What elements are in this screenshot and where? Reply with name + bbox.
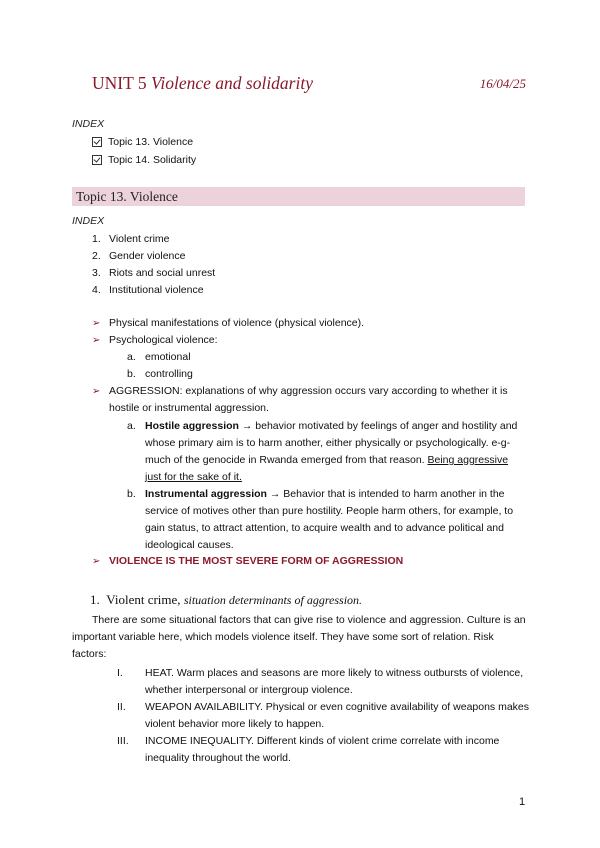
hostile-aggression-term: Hostile aggression <box>145 420 239 432</box>
index-item-label: Topic 14. Solidarity <box>108 154 197 166</box>
instrumental-aggression-term: Instrumental aggression <box>145 488 267 500</box>
topic-index-item: 1. Violent crime <box>92 233 170 245</box>
bullet-aggression: AGGRESSION: explanations of why aggression occurs vary according to whether it is hostile or instrumental aggression. <box>109 385 508 414</box>
checkbox-checked-icon <box>92 155 102 165</box>
bullet-violence-statement: ➢ VIOLENCE IS THE MOST SEVERE FORM OF AGGRESSION <box>92 553 403 570</box>
arrow-bullet-icon: ➢ <box>92 335 101 346</box>
index-label: INDEX <box>72 118 105 130</box>
section-heading-violent-crime: 1. Violent crime, situation determinants of aggression. <box>90 592 363 607</box>
hostile-aggression-item: a. Hostile aggression → behavior motivated by feelings of anger and hostility and whose primary aim is to harm another, either physically or psychologically. e-g- much of the genocide in Rwanda emerged from that reason. Being aggressive just for the sake of it. <box>127 420 518 483</box>
index-item-topic-14 <box>92 154 196 166</box>
page-number: 1 <box>519 796 526 808</box>
section-paragraph: There are some situational factors that can give rise to violence and aggression. Culture is an important variable here, which models violence itself. They have some sort of relation. Risk factors: <box>72 614 526 660</box>
arrow-bullet-icon: ➢ <box>92 556 101 567</box>
unit-label: UNIT 5 <box>92 73 147 93</box>
topic-index-item: 3. Riots and social unrest <box>92 267 216 279</box>
psych-item: b. controlling <box>127 368 193 380</box>
bullet-psychological: ➢ Psychological violence: <box>92 332 218 349</box>
topic-index-item: 2. Gender violence <box>92 250 186 262</box>
index-item-label: Topic 13. Violence <box>108 136 194 148</box>
unit-title <box>92 73 313 94</box>
date: 16/04/25 <box>479 76 526 91</box>
topic-index-label: INDEX <box>72 215 105 227</box>
topic-heading-band <box>72 187 525 206</box>
bullet-physical: ➢ Physical manifestations of violence (physical violence). <box>92 315 364 332</box>
index-item-topic-13 <box>92 136 193 148</box>
checkbox-checked-icon <box>92 137 102 147</box>
risk-factor-item: II. WEAPON AVAILABILITY. Physical or even cognitive availability of weapons makes violent behavior more likely to happen. <box>117 701 530 730</box>
hostile-aggression-note: Being aggressive just for the sake of it. <box>145 454 509 483</box>
risk-factor-item: III. INCOME INEQUALITY. Different kinds of violent crime correlate with income inequality throughout the world. <box>117 735 500 764</box>
arrow-bullet-icon: ➢ <box>92 386 101 397</box>
instrumental-aggression-item: b. Instrumental aggression → Behavior that is intended to harm another in the service of motives other than pure hostility. People harm others, for example, to gain status, to attract attention, to acquire wealth and to advance political and ideological causes. <box>127 488 514 551</box>
topic-index-item: 4. Institutional violence <box>92 284 204 296</box>
risk-factor-item: I. HEAT. Warm places and seasons are more likely to witness outbursts of violence, whether interpersonal or intergroup violence. <box>117 667 524 696</box>
topic-heading: Topic 13. Violence <box>76 189 178 204</box>
psych-item: a. emotional <box>127 351 191 363</box>
unit-subtitle: Violence and solidarity <box>150 73 313 93</box>
arrow-bullet-icon: ➢ <box>92 318 101 329</box>
